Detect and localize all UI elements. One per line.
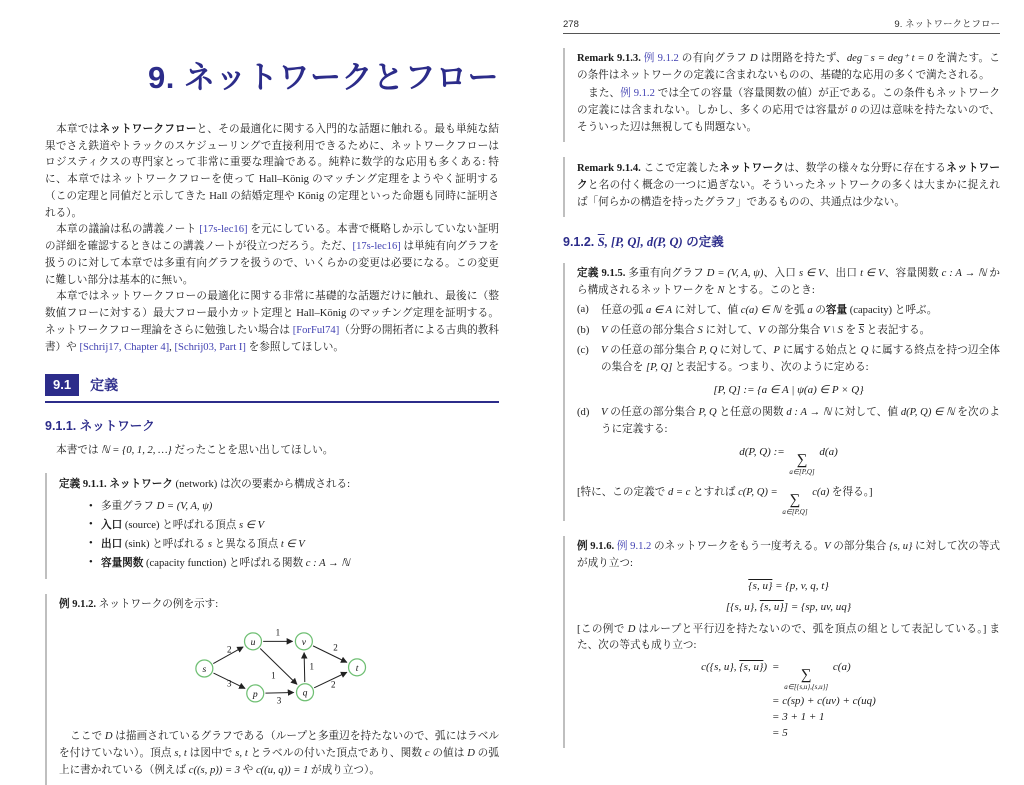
subsection-heading-911: 9.1.1. ネットワーク [45,419,155,434]
remark-para: Remark 9.1.4. ここで定義したネットワークは、数学の様々な分野に存在するネットワークと名の付く概念の一つに過ぎない。そういったネットワークの多くは大まかに捉えれば「何らかの構造を持ったグラフ」であるものの、共通点は少ない。 [577,161,1001,209]
svg-text:2: 2 [333,642,338,653]
equation-lhs: c({s, u}, {s, u}) [701,661,768,674]
page-number: 278 [563,19,579,30]
example-block-912 [45,594,499,785]
list-item: • 入口 (source) と呼ばれる頂点 s ∈ V [89,516,499,535]
example-mid: [この例で D はループと平行辺を持たないので、弧を頂点の組として表記している。] また、次の等式も成り立つ: [577,623,1000,652]
example-head: 例 9.1.6. 例 9.1.2 のネットワークをもう一度考える。V の部分集合 {s, u} に対して次の等式が成り立つ: [577,541,1000,569]
equation-rhs: = ∑ a∈[{s,u},{s,u}] c(a) [772,661,851,692]
item-text: V の任意の部分集合 P, Q と任意の関数 d : A → ℕ に対して、値 d(P, Q) ∈ ℕ を次のように定義する: [601,407,1000,436]
example-block-916 [563,536,1000,748]
page-right [512,0,1024,740]
section-title: 定義 [90,377,119,394]
svg-text:s: s [202,664,207,676]
list-item: • 出口 (sink) と呼ばれる s と異なる頂点 t ∈ V [89,535,499,554]
svg-text:1: 1 [309,661,315,672]
page-left [0,0,512,776]
svg-text:q: q [302,688,308,700]
equation-pq-definition: [P, Q] := {a ∈ A | ψ(a) ∈ P × Q} [713,384,864,397]
definition-item-d [577,405,1000,438]
definition-block-915 [563,263,1000,521]
list-item: • 容量関数 (capacity function) と呼ばれる関数 c : A → ℕ [89,554,499,573]
item-label: (c) [577,344,589,356]
svg-text:v: v [301,637,307,649]
paragraph-recall: 本書では ℕ = {0, 1, 2, …} だったことを思い出してほしい。 [56,445,334,457]
citation-link[interactable]: 例 9.1.2 [643,53,679,64]
definition-item-a [577,302,1000,320]
definition-item-c [577,343,1000,376]
section-number: 9.1 [45,374,79,396]
running-title: 9. ネットワークとフロー [894,19,1000,30]
svg-text:1: 1 [271,671,276,682]
definition-note: [特に、この定義で d = c とすれば c(P, Q) = ∑ a∈[P,Q] c(a) を得る。] [577,487,873,517]
svg-text:2: 2 [331,680,336,691]
equation-rhs: = 3 + 1 + 1 [772,711,825,724]
svg-text:1: 1 [275,628,281,639]
item-label: (d) [577,407,590,419]
remark-para: Remark 9.1.3. 例 9.1.2 の有向グラフ D は閉路を持たず、deg⁻ s = deg⁺ t = 0 を満たす。この条件はネットワークの定義に含まれないものの、基礎的な応用の多くで満たされる。 [577,53,1001,81]
remark-para: また、例 9.1.2 では全ての容量（容量関数の値）が正である。この条件もネットワークの定義には含まれない。しかし、多くの応用では容量が 0 の辺は意味を持たないので、そういった辺は無視しても問題ない。 [577,88,1000,133]
definition-list [59,498,499,574]
subsection-heading-912: 9.1.2. S, [P, Q], d(P, Q) の定義 [563,234,724,249]
item-text: V の任意の部分集合 P, Q に対して、P に属する始点と Q に属する終点を持つ辺全体の集合を [P, Q] と表記する。つまり、次のように定める: [601,344,1001,373]
citation-link[interactable]: [ForFul74] [292,324,340,336]
citation-link[interactable]: [17s-lec16] [352,241,401,253]
item-text: V の任意の部分集合 S に対して、V の部分集合 V \ S を $\overline{S}$ と表記する。 [601,325,931,337]
svg-text:2: 2 [226,645,232,656]
citation-link[interactable]: 例 9.1.2 [616,541,652,553]
definition-head: 定義 9.1.1. ネットワーク (network) は次の要素から構成される: [59,478,351,491]
svg-text:3: 3 [226,678,232,689]
citation-link[interactable]: [17s-lec16] [199,224,248,236]
definition-block-911 [45,473,499,579]
svg-text:p: p [252,689,258,701]
chapter-title: 9. ネットワークとフロー [148,60,499,95]
definition-item-b [577,323,1000,340]
definition-head: 定義 9.1.5. 多重有向グラフ D = (V, A, ψ)、入口 s ∈ V、出口 t ∈ V、容量関数 c : A → ℕ から構成されるネットワークを N とする。このとき: [577,267,1000,296]
equation-rhs: = c(sp) + c(uv) + c(uq) [772,695,876,708]
svg-text:t: t [355,663,359,675]
citation-link[interactable]: 例 9.1.2 [620,88,655,100]
page-header [563,16,1000,34]
equation-complement: {s, u} = {p, v, q, t} [748,579,829,592]
citation-link[interactable]: [Schrij03, Part I] [174,341,246,353]
svg-text:3: 3 [276,695,282,706]
equation-dpq-definition: d(P, Q) := ∑ a∈[P,Q] d(a) [739,445,838,477]
item-text: 任意の弧 a ∈ A に対して、値 c(a) ∈ ℕ を弧 a の容量 (capacity) と呼ぶ。 [601,304,938,317]
list-item: • 多重グラフ D = (V, A, ψ) [89,498,499,516]
example-head: 例 9.1.2. ネットワークの例を示す: [59,598,219,610]
item-label: (b) [577,325,590,337]
network-figure [59,621,499,721]
aligned-equations [577,661,1000,739]
equation-cut-set: [{s, u}, {s, u}] = {sp, uv, uq} [725,600,852,613]
svg-text:u: u [250,637,256,649]
paragraph-intro-3: 本章ではネットワークフローの最適化に関する非常に基礎的な話題だけに触れ、最後に（整数値フローに対する）最大フロー最小カット定理と Hall–König のマッチング定理を証明する。ネットワークフロー理論をさらに勉強したい場合は [ForFul74]（分野の開拓者による古典的教科書）や [Schrij17, Chapter 4], [Schrij03, Part I] を参照してほしい。 [45,291,500,353]
example-tail: ここで D は描画されているグラフである（ループと多重辺を持たないので、弧にはラベルを付けていない）。頂点 s, t は図中で s, t とラベルの付いた頂点であり、関数 c の値は D の弧上に書かれている（例えば c((s, p)) = 3 や c((u, q)) = 1 が成り立つ）。 [59,731,499,776]
paragraph-intro-2: 本章の議論は私の講義ノート [17s-lec16] を元にしている。本書で概略しか示していない証明の詳細を確認するときはこの講義ノートが役立つだろう。ただ、[17s-lec16] は単純有向グラフを扱うのに対して本章では多重有向グラフを扱うので、いくらかの変更は必要になる。この変更に難しい部分は基本的に無い。 [45,224,499,286]
remark-block-914 [563,157,1000,217]
item-label: (a) [577,304,589,316]
equation-rhs: = 5 [772,727,788,740]
section-heading [45,374,499,403]
network-graph [180,621,378,716]
citation-link[interactable]: [Schrij17, Chapter 4] [79,341,170,353]
remark-block-913 [563,48,1000,142]
paragraph-intro-1: 本章ではネットワークフローと、その最適化に関する入門的な話題に触れる。最も単純な結果でさえ鉄道やトラックのスケジューリングで直接利用できるために、ネットワークフローはロジスティクスの専門家とって非常に重要な理論である。純粋に数学的な応用も多くある: 特に、本章ではネットワークフローを使って Hall–König のマッチング定理をようやく証明する（この定理と同値だと示してきた Hall の結婚定理や König の定理といった命題も同時に証明される）。 [45,123,500,219]
